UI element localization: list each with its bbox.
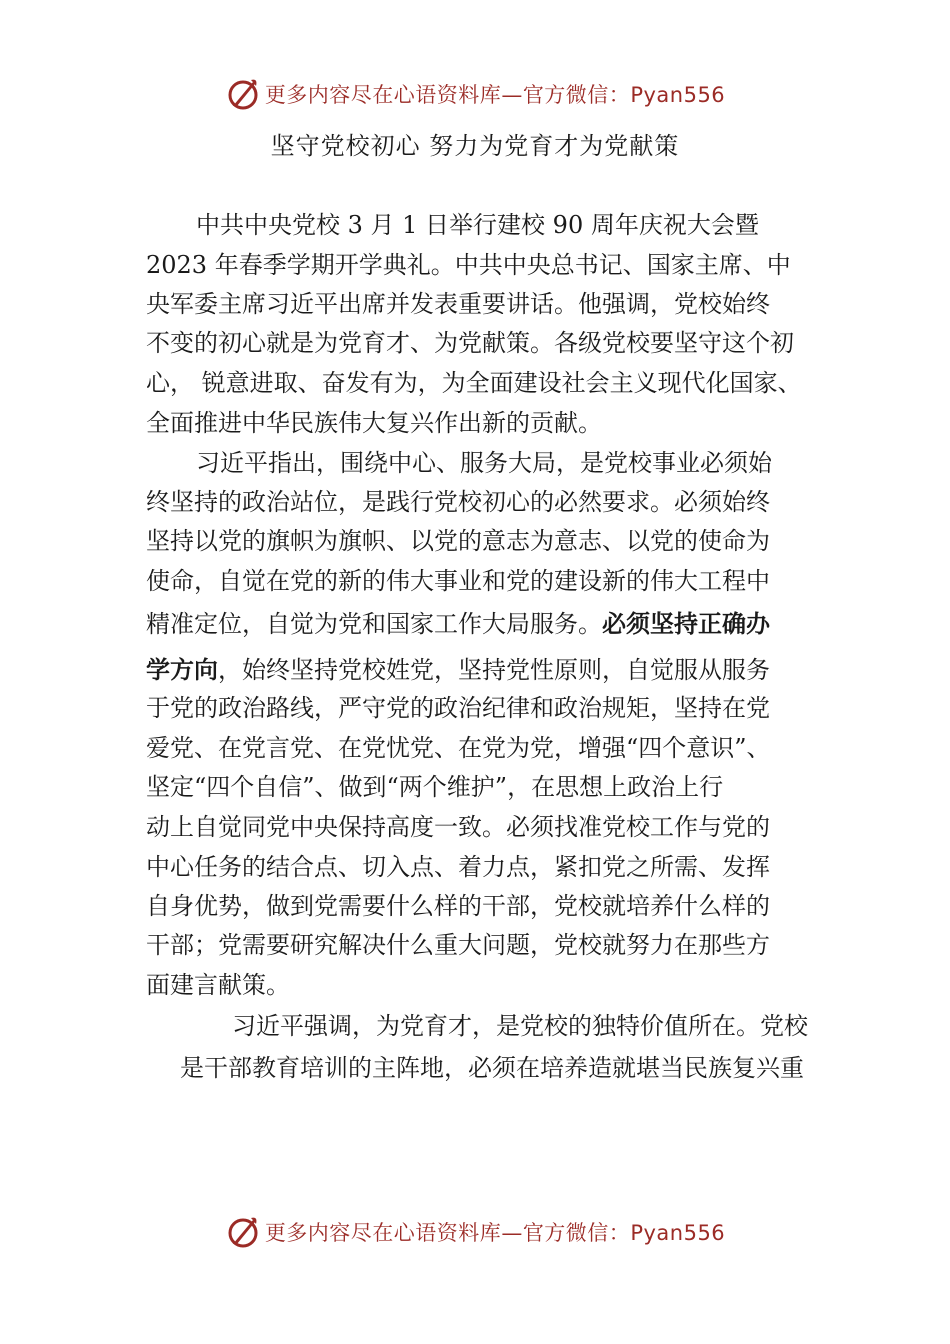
- banner-separator: —: [501, 83, 523, 107]
- quill-circle-icon: [225, 76, 261, 112]
- text-line: 爱党、在党言党、在党忧党、在党为党，增强“四个意识”、: [146, 734, 771, 762]
- document-title: 坚守党校初心 努力为党育才为党献策: [270, 132, 680, 160]
- banner-label: 官方微信：: [522, 1221, 631, 1245]
- banner-wechat-id: Pyan556: [630, 1221, 726, 1245]
- text-line: [146, 655, 770, 685]
- text-segment: 精准定位，自觉为党和国家工作大局服务。: [146, 610, 602, 638]
- text-line: 习近平指出，围绕中心、服务大局，是党校事业必须始: [196, 449, 772, 477]
- text-line: 使命，自觉在党的新的伟大事业和党的建设新的伟大工程中: [146, 567, 770, 595]
- text-line: 干部；党需要研究解决什么重大问题，党校就努力在那些方: [146, 931, 770, 959]
- text-line: 坚定“四个自信”、做到“两个维护”，在思想上政治上行: [146, 773, 724, 801]
- text-line: 是干部教育培训的主阵地，必须在培养造就堪当民族复兴重: [180, 1054, 804, 1082]
- banner-text: 更多内容尽在心语资料库: [264, 1221, 502, 1245]
- text-line: [146, 609, 770, 639]
- header-banner: [0, 72, 950, 116]
- banner-label: 官方微信：: [522, 83, 631, 107]
- quill-circle-icon: [225, 1214, 261, 1250]
- text-line: 心， 锐意进取、奋发有为，为全面建设社会主义现代化国家、: [146, 369, 802, 397]
- text-line: 终坚持的政治站位，是践行党校初心的必然要求。必须始终: [146, 488, 770, 516]
- text-line: 习近平强调，为党育才，是党校的独特价值所在。党校: [232, 1012, 808, 1040]
- text-line: 坚持以党的旗帜为旗帜、以党的意志为意志、以党的使命为: [146, 527, 770, 555]
- text-line: 中心任务的结合点、切入点、着力点，紧扣党之所需、发挥: [146, 853, 770, 881]
- text-line: 于党的政治路线，严守党的政治纪律和政治规矩，坚持在党: [146, 694, 770, 722]
- bold-phrase: 学方向: [146, 656, 218, 684]
- text-line: 2023 年春季学期开学典礼。中共中央总书记、国家主席、中: [146, 251, 791, 279]
- text-line: 自身优势，做到党需要什么样的干部，党校就培养什么样的: [146, 892, 770, 920]
- text-segment: ，始终坚持党校姓党，坚持党性原则，自觉服从服务: [218, 656, 770, 684]
- bold-phrase: 必须坚持正确办: [602, 610, 770, 638]
- footer-banner: [0, 1210, 950, 1254]
- text-line: 不变的初心就是为党育才、为党献策。各级党校要坚守这个初: [146, 329, 794, 357]
- text-line: 全面推进中华民族伟大复兴作出新的贡献。: [146, 409, 602, 437]
- text-line: 中共中央党校 3 月 1 日举行建校 90 周年庆祝大会暨: [196, 211, 759, 239]
- banner-separator: —: [501, 1221, 523, 1245]
- banner-wechat-id: Pyan556: [630, 83, 726, 107]
- banner-text: 更多内容尽在心语资料库: [264, 83, 502, 107]
- text-line: 央军委主席习近平出席并发表重要讲话。他强调，党校始终: [146, 290, 770, 318]
- text-line: 面建言献策。: [146, 971, 290, 999]
- text-line: 动上自觉同党中央保持高度一致。必须找准党校工作与党的: [146, 813, 770, 841]
